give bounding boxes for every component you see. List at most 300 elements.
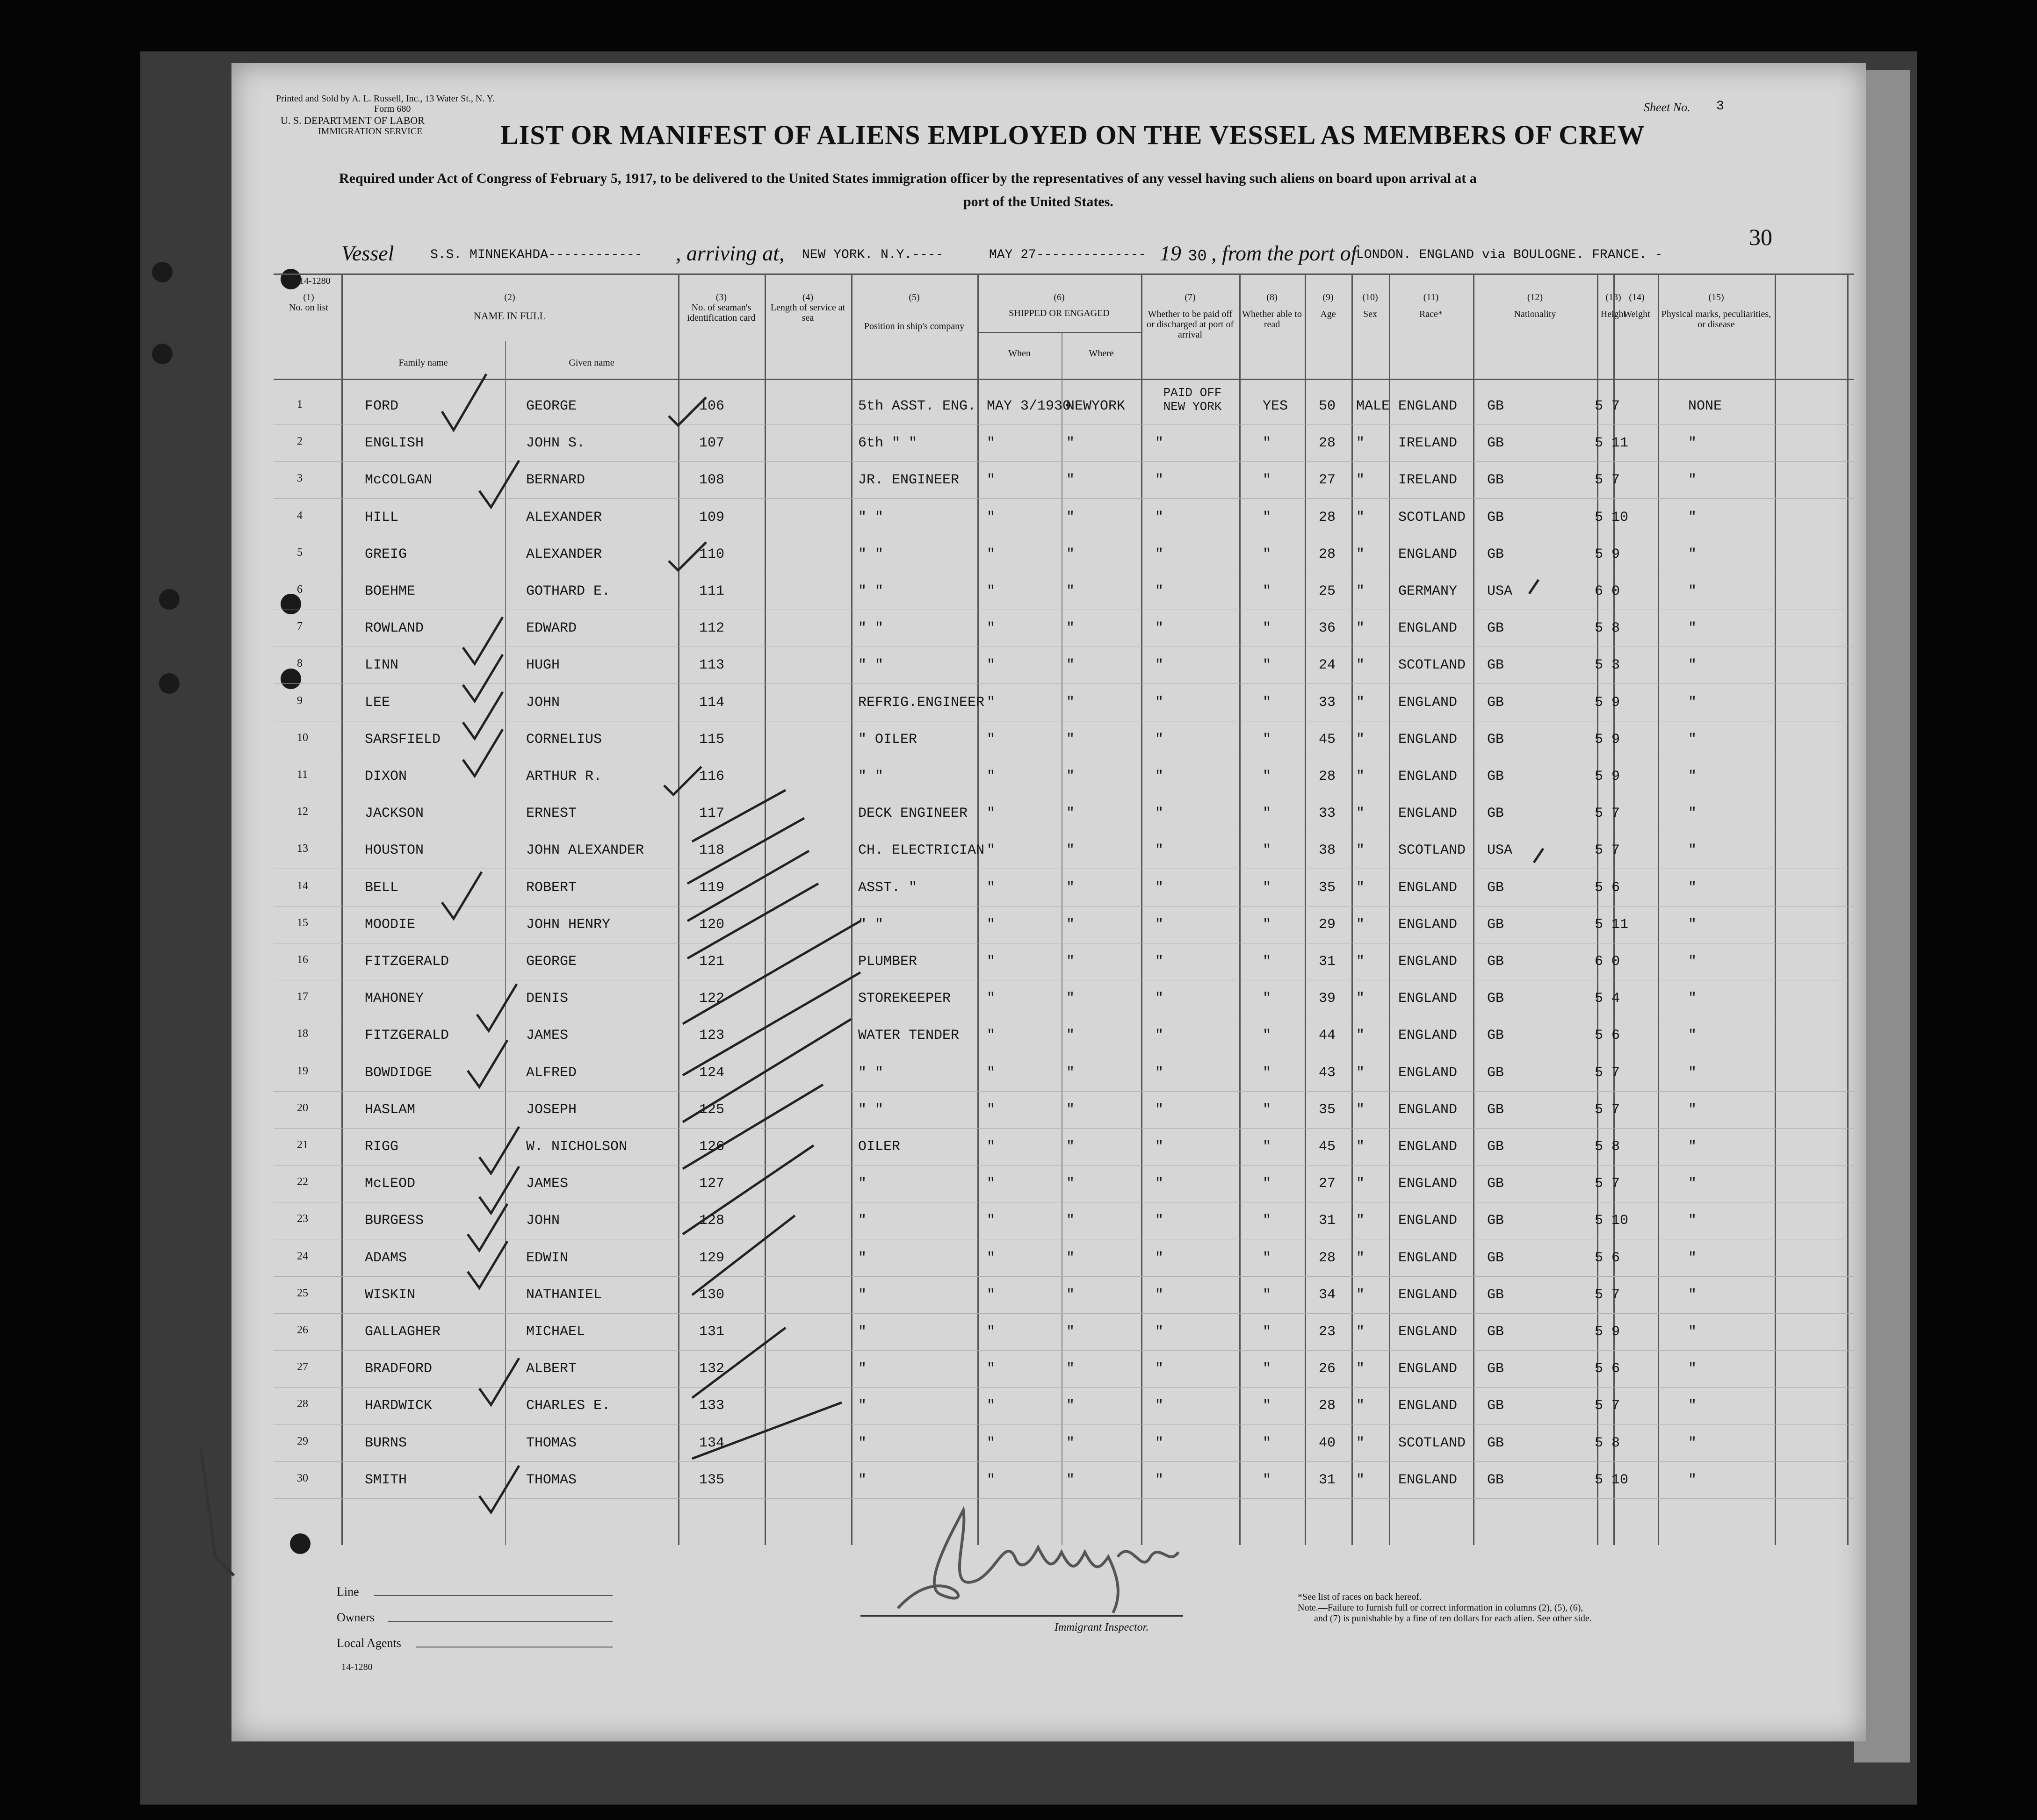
check-mark	[442, 872, 482, 919]
sex-cell: "	[1356, 694, 1365, 711]
check-mark	[463, 692, 503, 739]
inspector-signature	[888, 1501, 1192, 1618]
row-number-cell: 4	[297, 509, 303, 522]
family-name-cell: ADAMS	[365, 1250, 407, 1266]
age-cell: 35	[1319, 879, 1336, 896]
card-number-cell: 109	[699, 509, 725, 525]
able-to-read-cell: "	[1263, 509, 1271, 525]
sheet-label: Sheet No.	[1644, 101, 1690, 114]
able-to-read-cell: "	[1263, 991, 1271, 1007]
col-header-11: (11) Race*	[1419, 292, 1443, 319]
shipped-where-cell: "	[1066, 1176, 1075, 1192]
age-cell: 38	[1319, 842, 1336, 859]
family-name-cell: BOEHME	[365, 583, 416, 599]
col-header-7: (7) Whether to be paid off or discharged at port of arrival	[1146, 292, 1234, 340]
shipped-where-cell: "	[1066, 546, 1075, 562]
check-mark	[1529, 580, 1539, 594]
subtitle-line-1: Required under Act of Congress of February 5, 1917, to be delivered to the United States immigration officer by the representatives of any vessel having such aliens on board upon arrival at a	[339, 171, 1477, 186]
sex-cell: "	[1356, 583, 1365, 599]
able-to-read-cell: "	[1263, 583, 1271, 599]
physical-marks-cell: "	[1688, 1101, 1697, 1118]
nationality-cell: USA	[1487, 583, 1513, 599]
card-number-cell: 132	[699, 1361, 725, 1377]
paid-off-cell: "	[1155, 1065, 1164, 1081]
physical-marks-cell: "	[1688, 1287, 1697, 1303]
shipped-where-cell: "	[1066, 1287, 1075, 1303]
race-cell: ENGLAND	[1398, 398, 1458, 414]
able-to-read-cell: "	[1263, 1361, 1271, 1377]
card-number-cell: 119	[699, 879, 725, 896]
age-cell: 36	[1319, 620, 1336, 637]
age-cell: 26	[1319, 1361, 1336, 1377]
arriving-label: , arriving at,	[676, 241, 785, 265]
physical-marks-cell: "	[1688, 991, 1697, 1007]
card-number-cell: 131	[699, 1324, 725, 1340]
nationality-cell: GB	[1487, 1435, 1504, 1451]
paid-off-cell: "	[1155, 583, 1164, 599]
able-to-read-cell: "	[1263, 1101, 1271, 1118]
paid-off-cell: "	[1155, 1472, 1164, 1488]
col-header-5: (5) Position in ship's company	[864, 292, 965, 331]
sex-cell: MALE	[1356, 398, 1390, 414]
check-mark	[692, 790, 786, 842]
printer-line-2: Form 680	[374, 104, 411, 114]
shipped-where-cell: "	[1066, 509, 1075, 525]
check-mark	[468, 1241, 507, 1288]
shipped-where-cell: "	[1066, 1472, 1075, 1488]
col-header-6: (6) SHIPPED OR ENGAGED	[1009, 292, 1110, 318]
shipped-when-cell: "	[987, 769, 996, 784]
check-mark	[468, 1204, 507, 1251]
family-name-cell: GREIG	[365, 546, 407, 562]
shipped-when-cell: "	[987, 954, 996, 970]
height-cell: 5 9	[1595, 731, 1620, 748]
card-number-cell: 120	[699, 916, 725, 933]
nationality-cell: GB	[1487, 1101, 1504, 1118]
age-cell: 50	[1319, 398, 1336, 414]
row-number-cell: 14	[297, 879, 308, 892]
paid-off-cell: "	[1155, 769, 1164, 784]
inspector-rule	[860, 1615, 1183, 1617]
check-mark	[687, 884, 818, 958]
sex-cell: "	[1356, 1028, 1365, 1044]
age-cell: 43	[1319, 1065, 1336, 1081]
sex-cell: "	[1356, 954, 1365, 970]
card-number-cell: 118	[699, 842, 725, 859]
height-cell: 5 11	[1595, 435, 1629, 452]
paid-off-cell: "	[1155, 1139, 1164, 1155]
check-mark	[479, 1466, 519, 1512]
shipped-when-cell: MAY 3/1930	[987, 398, 1071, 414]
check-mark	[479, 460, 519, 507]
height-cell: 5 9	[1595, 769, 1620, 784]
vessel-name: S.S. MINNEKAHDA------------	[430, 248, 643, 262]
race-cell: ENGLAND	[1398, 806, 1458, 822]
able-to-read-cell: "	[1263, 1435, 1271, 1451]
physical-marks-cell: "	[1688, 731, 1697, 748]
physical-marks-cell: "	[1688, 806, 1697, 822]
age-cell: 28	[1319, 546, 1336, 562]
age-cell: 35	[1319, 1101, 1336, 1118]
row-number-cell: 25	[297, 1287, 308, 1299]
row-number-cell: 3	[297, 472, 303, 485]
row-number-cell: 6	[297, 583, 303, 596]
race-cell: GERMANY	[1398, 583, 1458, 599]
shipped-where-cell: "	[1066, 916, 1075, 933]
shipped-where-cell: "	[1066, 1361, 1075, 1377]
card-number-cell: 133	[699, 1398, 725, 1414]
position-cell: DECK ENGINEER	[858, 806, 968, 822]
paid-off-cell: "	[1155, 435, 1164, 452]
page-number: 30	[1749, 224, 1772, 250]
row-number-cell: 23	[297, 1213, 308, 1225]
paid-off-cell: "	[1155, 731, 1164, 748]
shipped-where-cell: "	[1066, 954, 1075, 970]
family-name-cell: ROWLAND	[365, 620, 424, 637]
able-to-read-cell: "	[1263, 769, 1271, 784]
position-cell: "	[858, 1213, 867, 1229]
physical-marks-cell: "	[1688, 769, 1697, 784]
paid-off-cell: "	[1155, 1287, 1164, 1303]
race-cell: ENGLAND	[1398, 1250, 1458, 1266]
nationality-cell: GB	[1487, 694, 1504, 711]
paid-off-cell: "	[1155, 546, 1164, 562]
height-cell: 5 9	[1595, 1324, 1620, 1340]
card-number-cell: 134	[699, 1435, 725, 1451]
row-number-cell: 11	[297, 769, 308, 781]
age-cell: 44	[1319, 1028, 1336, 1044]
position-cell: JR. ENGINEER	[858, 472, 960, 489]
height-cell: 5 7	[1595, 1101, 1620, 1118]
race-cell: SCOTLAND	[1398, 842, 1466, 859]
sex-cell: "	[1356, 657, 1365, 674]
year-prefix: 19	[1160, 241, 1181, 265]
shipped-when-cell: "	[987, 472, 996, 489]
shipped-when-cell: "	[987, 1398, 996, 1414]
physical-marks-cell: "	[1688, 954, 1697, 970]
shipped-where-cell: "	[1066, 694, 1075, 711]
family-name-cell: FITZGERALD	[365, 954, 449, 970]
family-name-cell: MOODIE	[365, 916, 416, 933]
check-mark	[683, 921, 860, 1024]
race-cell: ENGLAND	[1398, 1472, 1458, 1488]
col-header-given: Given name	[569, 358, 614, 368]
sex-cell: "	[1356, 1065, 1365, 1081]
col-header-14: (14) Weight	[1623, 292, 1650, 319]
paid-off-cell: "	[1155, 509, 1164, 525]
footer-owners-label: Owners	[337, 1611, 375, 1624]
shipped-where-cell: "	[1066, 879, 1075, 896]
able-to-read-cell: "	[1263, 879, 1271, 896]
family-name-cell: BOWDIDGE	[365, 1065, 433, 1081]
sex-cell: "	[1356, 1101, 1365, 1118]
check-mark	[479, 1166, 519, 1213]
race-cell: ENGLAND	[1398, 1398, 1458, 1414]
position-cell: " "	[858, 583, 884, 599]
row-number-cell: 27	[297, 1361, 308, 1374]
shipped-when-cell: "	[987, 916, 996, 933]
position-cell: "	[858, 1250, 867, 1266]
height-cell: 5 7	[1595, 806, 1620, 822]
given-name-cell: ALBERT	[526, 1361, 577, 1377]
given-name-cell: CHARLES E.	[526, 1398, 611, 1414]
check-mark	[463, 617, 503, 664]
given-name-cell: ALFRED	[526, 1065, 577, 1081]
position-cell: 5th ASST. ENG.	[858, 398, 976, 414]
physical-marks-cell: "	[1688, 842, 1697, 859]
col-header-15: (15) Physical marks, peculiarities, or disease	[1661, 292, 1771, 330]
height-cell: 5 11	[1595, 916, 1629, 933]
nationality-cell: GB	[1487, 1139, 1504, 1155]
race-cell: ENGLAND	[1398, 991, 1458, 1007]
age-cell: 33	[1319, 694, 1336, 711]
race-cell: ENGLAND	[1398, 954, 1458, 970]
shipped-where-cell: "	[1066, 1250, 1075, 1266]
age-cell: 31	[1319, 1472, 1336, 1488]
check-mark	[683, 1145, 814, 1234]
row-number-cell: 22	[297, 1176, 308, 1188]
family-name-cell: FORD	[365, 398, 399, 414]
age-cell: 28	[1319, 509, 1336, 525]
check-mark	[692, 1403, 842, 1459]
sex-cell: "	[1356, 842, 1365, 859]
paid-off-cell: "	[1155, 1435, 1164, 1451]
nationality-cell: GB	[1487, 546, 1504, 562]
physical-marks-cell: "	[1688, 657, 1697, 674]
given-name-cell: NATHANIEL	[526, 1287, 602, 1303]
position-cell: REFRIG.ENGINEER	[858, 694, 985, 711]
height-cell: 6 0	[1595, 954, 1620, 970]
service-label: IMMIGRATION SERVICE	[318, 126, 423, 137]
row-number-cell: 17	[297, 991, 308, 1003]
nationality-cell: GB	[1487, 1361, 1504, 1377]
paid-off-cell: PAID OFF NEW YORK	[1163, 386, 1222, 414]
height-cell: 5 4	[1595, 991, 1620, 1007]
physical-marks-cell: "	[1688, 1398, 1697, 1414]
position-cell: " "	[858, 769, 884, 784]
given-name-cell: JOHN ALEXANDER	[526, 842, 644, 859]
position-cell: " "	[858, 657, 884, 674]
nationality-cell: GB	[1487, 916, 1504, 933]
race-cell: ENGLAND	[1398, 1324, 1458, 1340]
able-to-read-cell: "	[1263, 1065, 1271, 1081]
family-name-cell: BURNS	[365, 1435, 407, 1451]
given-name-cell: DENIS	[526, 991, 569, 1007]
able-to-read-cell: "	[1263, 1472, 1271, 1488]
family-name-cell: SMITH	[365, 1472, 407, 1488]
race-cell: ENGLAND	[1398, 1065, 1458, 1081]
check-mark	[669, 542, 706, 570]
sheet-number: 3	[1716, 99, 1724, 114]
card-number-cell: 135	[699, 1472, 725, 1488]
able-to-read-cell: "	[1263, 1324, 1271, 1340]
nationality-cell: GB	[1487, 1250, 1504, 1266]
row-number-cell: 29	[297, 1435, 308, 1447]
nationality-cell: GB	[1487, 1398, 1504, 1414]
footer-form-number: 14-1280	[341, 1662, 373, 1672]
inspector-label: Immigrant Inspector.	[1055, 1621, 1149, 1633]
form-number-top: 14-1280	[299, 276, 331, 286]
sex-cell: "	[1356, 1213, 1365, 1229]
physical-marks-cell: "	[1688, 435, 1697, 452]
nationality-cell: GB	[1487, 620, 1504, 637]
family-name-cell: LINN	[365, 657, 399, 674]
sex-cell: "	[1356, 731, 1365, 748]
age-cell: 39	[1319, 991, 1336, 1007]
height-cell: 5 6	[1595, 1250, 1620, 1266]
family-name-cell: HASLAM	[365, 1101, 416, 1118]
col-header-1: (1) No. on list	[289, 292, 328, 313]
nationality-cell: GB	[1487, 954, 1504, 970]
card-number-cell: 129	[699, 1250, 725, 1266]
position-cell: "	[858, 1398, 867, 1414]
height-cell: 5 7	[1595, 1065, 1620, 1081]
able-to-read-cell: "	[1263, 620, 1271, 637]
col-header-8: (8) Whether able to read	[1242, 292, 1302, 330]
nationality-cell: GB	[1487, 806, 1504, 822]
position-cell: STOREKEEPER	[858, 991, 951, 1007]
card-number-cell: 113	[699, 657, 725, 674]
card-number-cell: 123	[699, 1028, 725, 1044]
row-number-cell: 28	[297, 1398, 308, 1410]
given-name-cell: THOMAS	[526, 1435, 577, 1451]
card-number-cell: 114	[699, 694, 725, 711]
shipped-where-cell: NEWYORK	[1066, 398, 1126, 414]
shipped-where-cell: "	[1066, 435, 1075, 452]
shipped-when-cell: "	[987, 1139, 996, 1155]
age-cell: 40	[1319, 1435, 1336, 1451]
shipped-where-cell: "	[1066, 657, 1075, 674]
position-cell: " "	[858, 1101, 884, 1118]
row-number-cell: 12	[297, 806, 308, 818]
physical-marks-cell: "	[1688, 879, 1697, 896]
given-name-cell: GEORGE	[526, 398, 577, 414]
family-name-cell: BELL	[365, 879, 399, 896]
check-mark	[468, 1040, 507, 1087]
shipped-where-cell: "	[1066, 583, 1075, 599]
given-name-cell: JAMES	[526, 1028, 569, 1044]
card-number-cell: 121	[699, 954, 725, 970]
paid-off-cell: "	[1155, 1213, 1164, 1229]
height-cell: 5 7	[1595, 398, 1620, 414]
footer-note-3: and (7) is punishable by a fine of ten dollars for each alien. See other side.	[1314, 1613, 1592, 1624]
age-cell: 23	[1319, 1324, 1336, 1340]
position-cell: CH. ELECTRICIAN	[858, 842, 985, 859]
physical-marks-cell: "	[1688, 1472, 1697, 1488]
paid-off-cell: "	[1155, 842, 1164, 859]
check-mark	[687, 851, 809, 921]
family-name-cell: HOUSTON	[365, 842, 424, 859]
able-to-read-cell: "	[1263, 1287, 1271, 1303]
check-mark	[479, 1127, 519, 1173]
nationality-cell: USA	[1487, 842, 1513, 859]
able-to-read-cell: "	[1263, 1250, 1271, 1266]
race-cell: ENGLAND	[1398, 1361, 1458, 1377]
race-cell: ENGLAND	[1398, 1287, 1458, 1303]
shipped-when-cell: "	[987, 806, 996, 822]
race-cell: ENGLAND	[1398, 879, 1458, 896]
height-cell: 5 8	[1595, 1435, 1620, 1451]
paid-off-cell: "	[1155, 916, 1164, 933]
physical-marks-cell: "	[1688, 472, 1697, 489]
family-name-cell: HILL	[365, 509, 399, 525]
family-name-cell: FITZGERALD	[365, 1028, 449, 1044]
position-cell: "	[858, 1472, 867, 1488]
shipped-where-cell: "	[1066, 472, 1075, 489]
row-number-cell: 7	[297, 620, 303, 633]
age-cell: 24	[1319, 657, 1336, 674]
check-mark	[687, 818, 804, 884]
card-number-cell: 122	[699, 991, 725, 1007]
given-name-cell: ARTHUR R.	[526, 769, 602, 784]
subtitle-line-2: port of the United States.	[963, 194, 1113, 209]
able-to-read-cell: "	[1263, 1176, 1271, 1192]
nationality-cell: GB	[1487, 1028, 1504, 1044]
col-header-10: (10) Sex	[1362, 292, 1378, 319]
shipped-when-cell: "	[987, 1176, 996, 1192]
position-cell: "	[858, 1176, 867, 1192]
height-cell: 5 10	[1595, 1472, 1629, 1488]
shipped-where-cell: "	[1066, 769, 1075, 784]
age-cell: 45	[1319, 731, 1336, 748]
shipped-when-cell: "	[987, 842, 996, 859]
able-to-read-cell: "	[1263, 694, 1271, 711]
physical-marks-cell: "	[1688, 509, 1697, 525]
col-header-family: Family name	[398, 358, 448, 368]
age-cell: 28	[1319, 1250, 1336, 1266]
race-cell: ENGLAND	[1398, 1139, 1458, 1155]
row-number-cell: 26	[297, 1324, 308, 1336]
card-number-cell: 111	[699, 583, 725, 599]
physical-marks-cell: "	[1688, 1361, 1697, 1377]
check-mark	[683, 1019, 851, 1122]
sex-cell: "	[1356, 620, 1365, 637]
check-mark	[692, 1328, 786, 1398]
card-number-cell: 130	[699, 1287, 725, 1303]
race-cell: ENGLAND	[1398, 916, 1458, 933]
able-to-read-cell: "	[1263, 1028, 1271, 1044]
nationality-cell: GB	[1487, 1213, 1504, 1229]
race-cell: ENGLAND	[1398, 694, 1458, 711]
shipped-when-cell: "	[987, 1028, 996, 1044]
able-to-read-cell: "	[1263, 916, 1271, 933]
position-cell: OILER	[858, 1139, 901, 1155]
height-cell: 5 10	[1595, 1213, 1629, 1229]
shipped-when-cell: "	[987, 879, 996, 896]
race-cell: IRELAND	[1398, 472, 1458, 489]
given-name-cell: CORNELIUS	[526, 731, 602, 748]
nationality-cell: GB	[1487, 1065, 1504, 1081]
given-name-cell: ROBERT	[526, 879, 577, 896]
shipped-where-cell: "	[1066, 620, 1075, 637]
race-cell: ENGLAND	[1398, 1028, 1458, 1044]
family-name-cell: BURGESS	[365, 1213, 424, 1229]
sex-cell: "	[1356, 806, 1365, 822]
given-name-cell: GOTHARD E.	[526, 583, 611, 599]
given-name-cell: W. NICHOLSON	[526, 1139, 628, 1155]
check-mark	[463, 655, 503, 701]
height-cell: 5 7	[1595, 1287, 1620, 1303]
paid-off-cell: "	[1155, 1361, 1164, 1377]
able-to-read-cell: "	[1263, 954, 1271, 970]
family-name-cell: McCOLGAN	[365, 472, 433, 489]
race-cell: ENGLAND	[1398, 546, 1458, 562]
department-label: U. S. DEPARTMENT OF LABOR	[281, 115, 425, 126]
check-mark	[463, 729, 503, 776]
given-name-cell: ALEXANDER	[526, 509, 602, 525]
race-cell: IRELAND	[1398, 435, 1458, 452]
height-cell: 5 7	[1595, 1176, 1620, 1192]
